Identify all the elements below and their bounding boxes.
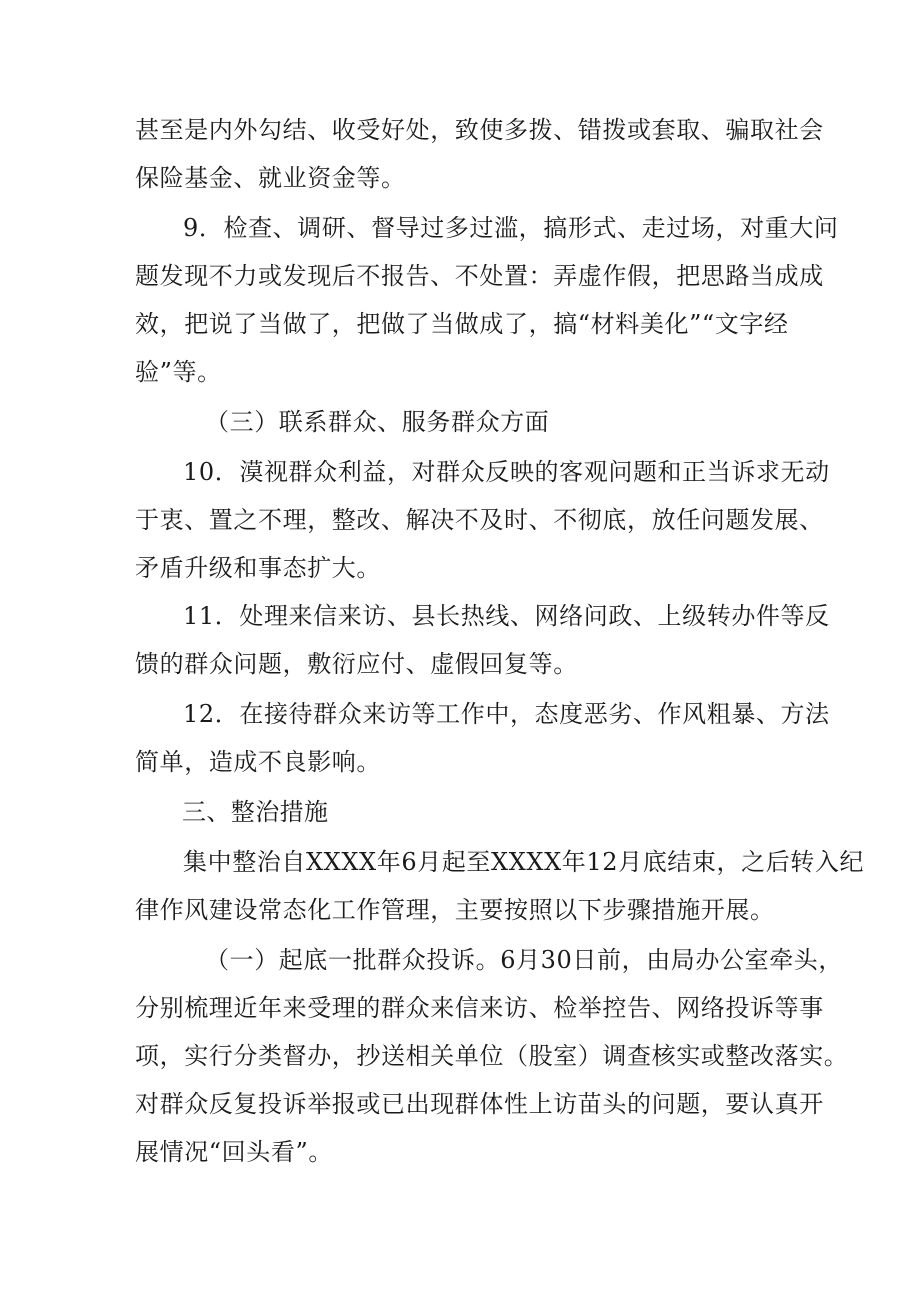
text-line: 12．在接待群众来访等工作中，态度恶劣、作风粗暴、方法 <box>183 700 830 728</box>
text-line: 10．漠视群众利益，对群众反映的客观问题和正当诉求无动 <box>183 458 830 486</box>
text-line: 于衷、置之不理，整改、解决不及时、不彻底，放任问题发展、 <box>135 506 824 534</box>
text-line: 效，把说了当做了，把做了当做成了，搞“材料美化”“文字经 <box>135 310 789 338</box>
text-line: 题发现不力或发现后不报告、不处置：弄虚作假，把思路当成成 <box>135 262 824 290</box>
text-line: 分别梳理近年来受理的群众来信来访、检举控告、网络投诉等事 <box>135 994 824 1022</box>
section-heading: 三、整治措施 <box>182 798 329 826</box>
text-line: 集中整治自XXXX年6月起至XXXX年12月底结束，之后转入纪 <box>183 848 865 876</box>
text-line: 项，实行分类督办，抄送相关单位（股室）调查核实或整改落实。 <box>135 1042 849 1070</box>
text-line: 馈的群众问题，敷衍应付、虚假回复等。 <box>135 650 578 678</box>
text-line: 保险基金、就业资金等。 <box>135 164 406 192</box>
text-line: 简单，造成不良影响。 <box>135 748 381 776</box>
text-line: 验”等。 <box>135 358 222 386</box>
text-line: （一）起底一批群众投诉。6月30日前，由局办公室牵头， <box>205 946 844 974</box>
text-line: 甚至是内外勾结、收受好处，致使多拨、错拨或套取、骗取社会 <box>135 116 824 144</box>
text-line: 9．检查、调研、督导过多过滥，搞形式、走过场，对重大问 <box>183 214 839 242</box>
text-line: 对群众反复投诉举报或已出现群体性上访苗头的问题，要认真开 <box>135 1090 824 1118</box>
text-line: （三）联系群众、服务群众方面 <box>205 408 550 436</box>
text-line: 矛盾升级和事态扩大。 <box>135 554 381 582</box>
text-line: 11．处理来信来访、县长热线、网络问政、上级转办件等反 <box>183 602 830 630</box>
text-line: 律作风建设常态化工作管理，主要按照以下步骤措施开展。 <box>135 896 775 924</box>
text-line: 展情况“回头看”。 <box>135 1138 333 1166</box>
